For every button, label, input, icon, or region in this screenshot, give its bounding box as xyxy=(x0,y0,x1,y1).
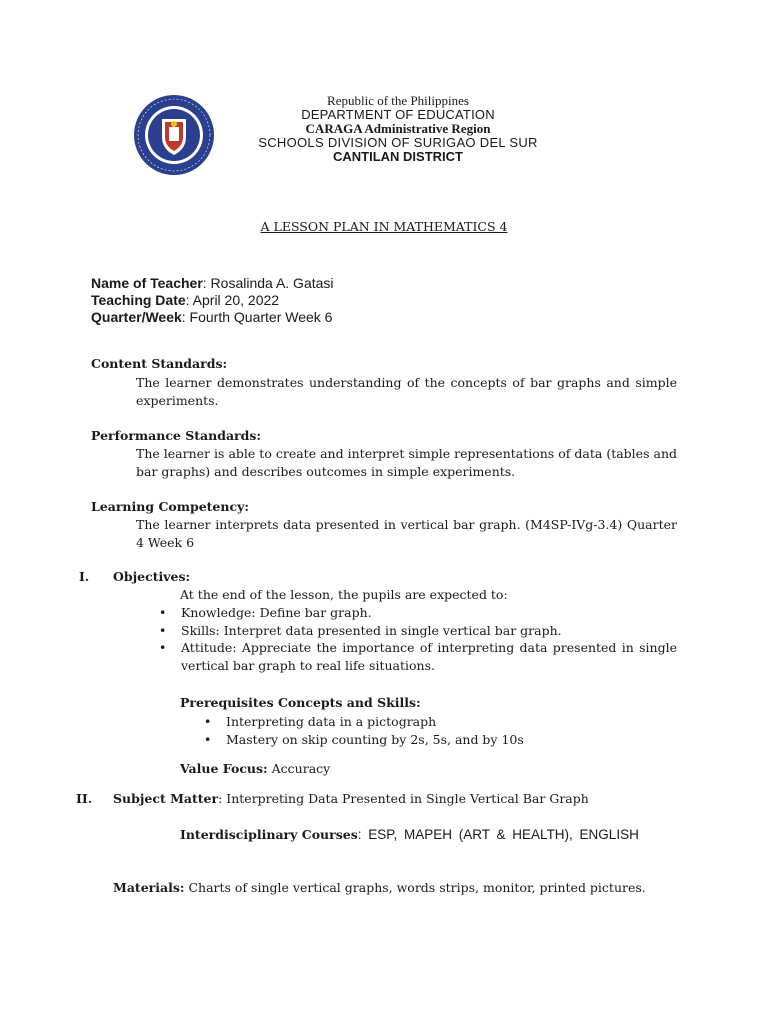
value-focus-label: Value Focus: xyxy=(180,761,268,776)
content-standards-heading: Content Standards: xyxy=(91,356,228,371)
learning-competency-heading: Learning Competency: xyxy=(91,499,249,514)
courses-text: : ESP, MAPEH (ART & HEALTH), ENGLISH xyxy=(357,827,639,842)
prerequisites-heading: Prerequisites Concepts and Skills: xyxy=(180,695,421,710)
teacher-info xyxy=(91,275,334,326)
division-line: SCHOOLS DIVISION OF SURIGAO DEL SUR xyxy=(258,135,538,150)
objectives-heading: Objectives: xyxy=(113,569,191,584)
objectives-intro: At the end of the lesson, the pupils are expected to: xyxy=(180,587,508,602)
materials xyxy=(113,879,677,897)
prerequisites-list xyxy=(202,713,662,748)
district-line: CANTILAN DISTRICT xyxy=(333,149,463,164)
letterhead xyxy=(0,94,768,164)
materials-label: Materials: xyxy=(113,880,185,895)
teaching-date-value: : April 20, 2022 xyxy=(185,292,280,308)
objective-knowledge: • Knowledge: Define bar graph. xyxy=(157,604,677,622)
republic-line: Republic of the Philippines xyxy=(327,93,469,108)
prereq-skip-counting: • Mastery on skip counting by 2s, 5s, and by 10s xyxy=(202,731,662,749)
courses-label: Interdisciplinary Courses xyxy=(180,827,358,842)
learning-competency-text: The learner interprets data presented in vertical bar graph. (M4SP-IVg-3.4) Quarter 4 Week 6 xyxy=(136,517,677,550)
objective-attitude: • Attitude: Appreciate the importance of interpreting data presented in single vertical bar graph to real life situations. xyxy=(157,639,677,674)
interdisciplinary-courses xyxy=(180,826,677,844)
objective-skills: • Skills: Interpret data presented in single vertical bar graph. xyxy=(157,622,677,640)
performance-standards-text: The learner is able to create and interpret simple representations of data (tables and bar graphs) and describes outcomes in simple experiments. xyxy=(136,446,677,479)
subject-matter-text: : Interpreting Data Presented in Single Vertical Bar Graph xyxy=(218,791,589,806)
subject-matter xyxy=(113,791,589,806)
teacher-name-value: : Rosalinda A. Gatasi xyxy=(202,275,334,291)
objectives-numeral: I. xyxy=(79,569,90,584)
subject-matter-heading: Subject Matter xyxy=(113,791,219,806)
content-standards-text: The learner demonstrates understanding of the concepts of bar graphs and simple experiments. xyxy=(136,375,677,408)
materials-text: Charts of single vertical graphs, words strips, monitor, printed pictures. xyxy=(184,880,646,895)
region-line: CARAGA Administrative Region xyxy=(305,121,491,136)
department-line: DEPARTMENT OF EDUCATION xyxy=(301,107,495,122)
value-focus xyxy=(180,761,330,776)
document-title: A LESSON PLAN IN MATHEMATICS 4 xyxy=(260,219,508,234)
quarter-week-label: Quarter/Week xyxy=(91,309,182,325)
prereq-pictograph: • Interpreting data in a pictograph xyxy=(202,713,662,731)
teaching-date-label: Teaching Date xyxy=(91,292,186,308)
subject-matter-numeral: II. xyxy=(76,791,93,806)
performance-standards-heading: Performance Standards: xyxy=(91,428,262,443)
objectives-list xyxy=(157,604,677,674)
value-focus-text: Accuracy xyxy=(267,761,331,776)
teacher-name-label: Name of Teacher xyxy=(91,275,203,291)
quarter-week-value: : Fourth Quarter Week 6 xyxy=(181,309,333,325)
